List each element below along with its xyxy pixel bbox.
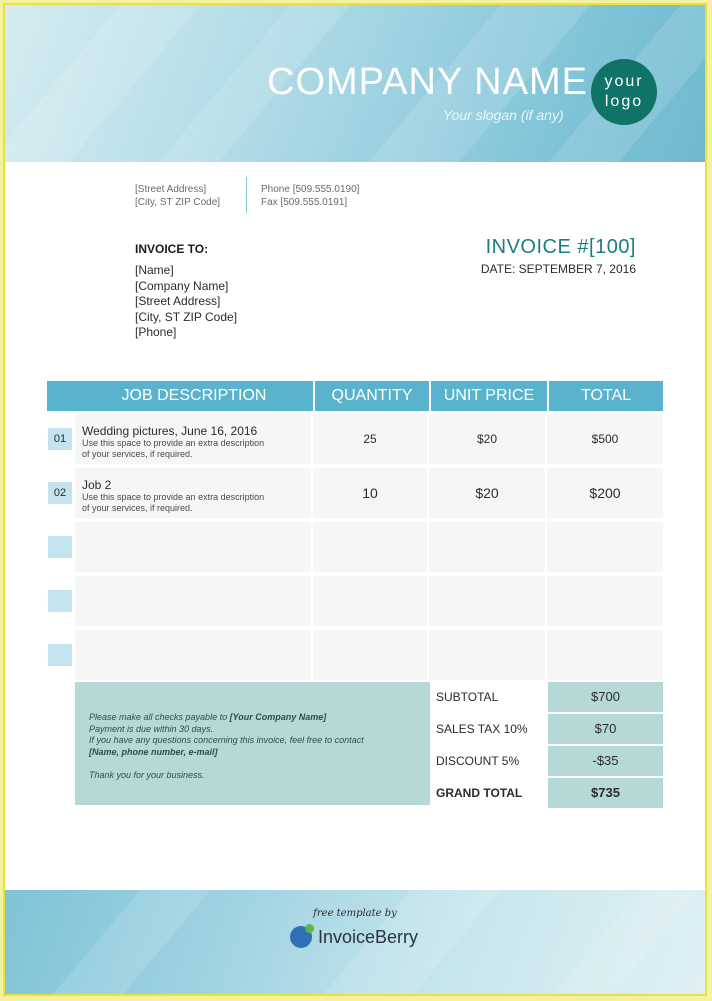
divider	[246, 177, 247, 213]
job-title: Wedding pictures, June 16, 2016	[82, 424, 258, 438]
sender-address: [Street Address] [City, ST ZIP Code]	[135, 184, 221, 208]
unit-price-cell	[429, 576, 545, 626]
total-cell: $200	[547, 468, 663, 518]
invoice-to-label: INVOICE TO:	[135, 242, 209, 256]
quantity-cell	[313, 576, 427, 626]
company-name: COMPANY NAME	[267, 61, 588, 103]
payment-notes-text	[89, 712, 364, 781]
table-row	[75, 414, 663, 464]
payment-notes	[75, 682, 430, 805]
grand-total-value: $735	[548, 778, 663, 808]
header-quantity: QUANTITY	[331, 387, 413, 404]
subtotal-label: SUBTOTAL	[436, 690, 499, 704]
row-number	[48, 644, 72, 666]
total-cell	[547, 576, 663, 626]
header-unit-price: UNIT PRICE	[443, 387, 535, 404]
sales-tax-label: SALES TAX 10%	[436, 722, 528, 736]
invoiceberry-link[interactable]	[290, 926, 418, 948]
row-number: 01	[48, 428, 72, 450]
notes-contact-info: [Name, phone number, e-mail]	[89, 746, 218, 757]
row-number	[48, 590, 72, 612]
invoice-date: DATE: SEPTEMBER 7, 2016	[480, 262, 636, 276]
footer-band	[5, 890, 705, 994]
invoice-page	[3, 3, 707, 996]
logo-badge	[591, 59, 657, 125]
job-description-cell	[75, 522, 311, 572]
notes-thank-you: Thank you for your business.	[89, 769, 205, 780]
invoice-to-details: [Name] [Company Name] [Street Address] [City, ST ZIP Code] [Phone]	[135, 263, 238, 339]
free-template-credit: free template by	[313, 908, 397, 919]
table-row	[75, 468, 663, 518]
notes-line-3: If you have any questions concerning this invoice, feel free to contact	[89, 735, 364, 745]
unit-price-cell	[429, 630, 545, 680]
discount-value: -$35	[548, 746, 663, 776]
total-cell: $500	[547, 414, 663, 464]
total-cell	[547, 522, 663, 572]
row-number: 02	[48, 482, 72, 504]
notes-company-name: [Your Company Name]	[229, 712, 327, 722]
job-description-cell	[75, 468, 311, 518]
header-job-description: JOB DESCRIPTION	[121, 387, 267, 404]
sales-tax-value: $70	[548, 714, 663, 744]
sender-contact: Phone [509.555.0190] Fax [509.555.0191]	[261, 184, 360, 208]
grand-total-label: GRAND TOTAL	[436, 786, 523, 800]
total-cell	[547, 630, 663, 680]
invoice-number: INVOICE #[100]	[485, 236, 636, 258]
job-description-cell	[75, 576, 311, 626]
table-row	[75, 576, 663, 626]
header-total: TOTAL	[580, 387, 632, 404]
job-description: Use this space to provide an extra description of your services, if required.	[82, 492, 265, 513]
job-title: Job 2	[82, 478, 112, 492]
quantity-cell: 10	[313, 468, 427, 518]
invoiceberry-logo-icon	[290, 926, 312, 948]
unit-price-cell: $20	[429, 468, 545, 518]
quantity-cell	[313, 522, 427, 572]
table-row	[75, 522, 663, 572]
header-band	[5, 5, 705, 162]
subtotal-value: $700	[548, 682, 663, 712]
unit-price-cell	[429, 522, 545, 572]
quantity-cell: 25	[313, 414, 427, 464]
notes-line-1: Please make all checks payable to	[89, 712, 230, 722]
job-description: Use this space to provide an extra description of your services, if required.	[82, 438, 265, 459]
notes-line-2: Payment is due within 30 days.	[89, 723, 214, 734]
discount-label: DISCOUNT 5%	[436, 754, 520, 768]
company-slogan: Your slogan (if any)	[443, 107, 564, 123]
table-row	[75, 630, 663, 680]
logo-text: your logo	[604, 73, 644, 110]
job-description-cell	[75, 630, 311, 680]
unit-price-cell: $20	[429, 414, 545, 464]
table-header	[47, 381, 663, 411]
job-description-cell	[75, 414, 311, 464]
invoiceberry-name: InvoiceBerry	[318, 926, 419, 947]
quantity-cell	[313, 630, 427, 680]
row-number	[48, 536, 72, 558]
